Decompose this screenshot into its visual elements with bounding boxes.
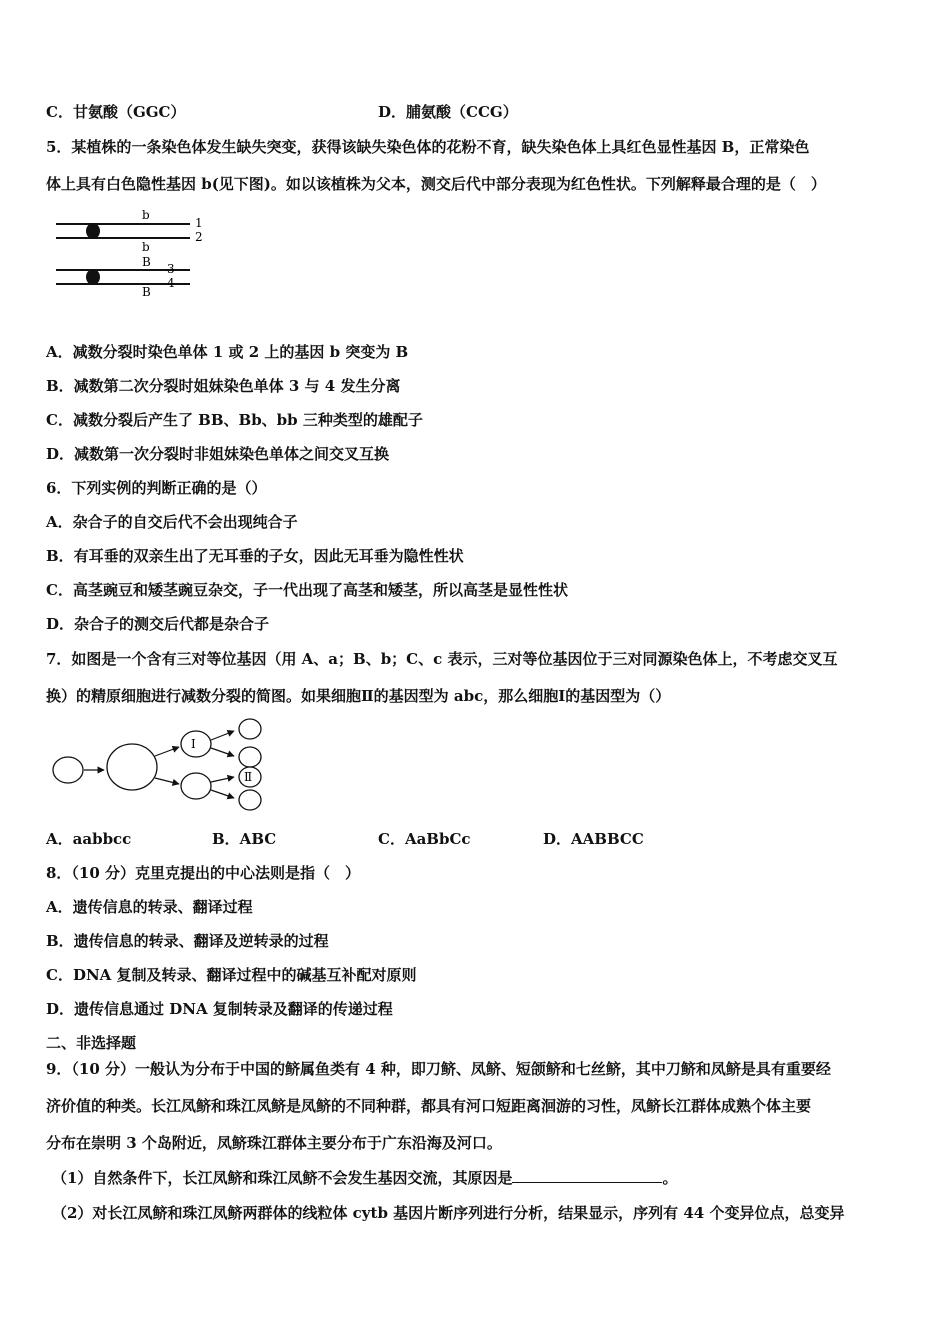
q7-stem-line1: 7．如图是一个含有三对等位基因（用 A、a；B、b；C、c 表示，三对等位基因位于三对同源染色体上，不考虑交叉互 bbox=[46, 650, 838, 668]
q5-option-a: A．减数分裂时染色单体 1 或 2 上的基因 b 突变为 B bbox=[46, 343, 409, 361]
q9-line2: 济价值的种类。长江凤鲚和珠江凤鲚是凤鲚的不同种群，都具有河口短距离洄游的习性，凤鲚长江群体成熟个体主要 bbox=[46, 1097, 812, 1115]
label-1: 1 bbox=[195, 216, 203, 230]
q5-chromosome-figure bbox=[50, 208, 220, 298]
cell-II-label: Ⅱ bbox=[244, 770, 253, 784]
gene-b-bottom: b bbox=[142, 240, 150, 254]
q7-option-c: C．AaBbCc bbox=[378, 830, 471, 848]
section-heading: 二、非选择题 bbox=[46, 1034, 137, 1052]
answer-blank[interactable] bbox=[512, 1168, 662, 1183]
q7-option-b: B．ABC bbox=[212, 830, 277, 848]
q6-option-a: A．杂合子的自交后代不会出现纯合子 bbox=[46, 513, 298, 531]
label-2: 2 bbox=[195, 230, 203, 244]
q7-stem-line2: 换）的精原细胞进行减数分裂的简图。如果细胞Ⅱ的基因型为 abc，那么细胞Ⅰ的基因型为（） bbox=[46, 687, 671, 705]
q7-option-a: A．aabbcc bbox=[46, 830, 132, 848]
q8-option-d: D．遗传信息通过 DNA 复制转录及翻译的传递过程 bbox=[46, 1000, 393, 1018]
q8-stem: 8．（10 分）克里克提出的中心法则是指（ ） bbox=[46, 864, 361, 882]
q8-option-c: C．DNA 复制及转录、翻译过程中的碱基互补配对原则 bbox=[46, 966, 417, 984]
q5-option-d: D．减数第一次分裂时非姐妹染色单体之间交叉互换 bbox=[46, 445, 390, 463]
q6-option-d: D．杂合子的测交后代都是杂合子 bbox=[46, 615, 270, 633]
q9-sub2: （2）对长江凤鲚和珠江凤鲚两群体的线粒体 cytb 基因片断序列进行分析，结果显示，序列有 44 个变异位点，总变异 bbox=[52, 1204, 845, 1222]
q8-option-a: A．遗传信息的转录、翻译过程 bbox=[46, 898, 253, 916]
q5-stem-line2: 体上具有白色隐性基因 b(见下图)。如以该植株为父本，测交后代中部分表现为红色性状。下列解释最合理的是（ ） bbox=[46, 175, 826, 193]
q6-option-b: B．有耳垂的双亲生出了无耳垂的子女，因此无耳垂为隐性性状 bbox=[46, 547, 464, 565]
q9-sub1 bbox=[52, 1168, 677, 1188]
q5-stem-line1: 5．某植株的一条染色体发生缺失突变，获得该缺失染色体的花粉不育，缺失染色体上具红色显性基因 B，正常染色 bbox=[46, 138, 810, 156]
gene-b-top: b bbox=[142, 208, 150, 222]
q6-stem: 6．下列实例的判断正确的是（） bbox=[46, 479, 267, 497]
q9-line3: 分布在崇明 3 个岛附近，凤鲚珠江群体主要分布于广东沿海及河口。 bbox=[46, 1134, 502, 1152]
label-3: 3 bbox=[167, 262, 175, 276]
q7-meiosis-figure bbox=[48, 716, 278, 816]
q9-line1: 9．（10 分）一般认为分布于中国的鲚属鱼类有 4 种，即刀鲚、凤鲚、短颌鲚和七丝鲚，其中刀鲚和凤鲚是具有重要经 bbox=[46, 1060, 831, 1078]
gene-B-bottom: B bbox=[142, 285, 151, 298]
label-4: 4 bbox=[167, 276, 175, 290]
q9-sub1-end: 。 bbox=[662, 1169, 678, 1187]
q6-option-c: C．高茎豌豆和矮茎豌豆杂交，子一代出现了高茎和矮茎，所以高茎是显性性状 bbox=[46, 581, 568, 599]
q4-option-c: C．甘氨酸（GGC） bbox=[46, 103, 186, 121]
cell-I-label: Ⅰ bbox=[191, 737, 196, 751]
q4-option-d: D．脯氨酸（CCG） bbox=[378, 103, 518, 121]
q7-option-d: D．AABBCC bbox=[543, 830, 644, 848]
q9-sub1-text: （1）自然条件下，长江凤鲚和珠江凤鲚不会发生基因交流，其原因是 bbox=[52, 1169, 513, 1187]
q5-option-b: B．减数第二次分裂时姐妹染色单体 3 与 4 发生分离 bbox=[46, 377, 401, 395]
q8-option-b: B．遗传信息的转录、翻译及逆转录的过程 bbox=[46, 932, 329, 950]
gene-B-top: B bbox=[142, 255, 151, 269]
q5-option-c: C．减数分裂后产生了 BB、Bb、bb 三种类型的雄配子 bbox=[46, 411, 423, 429]
